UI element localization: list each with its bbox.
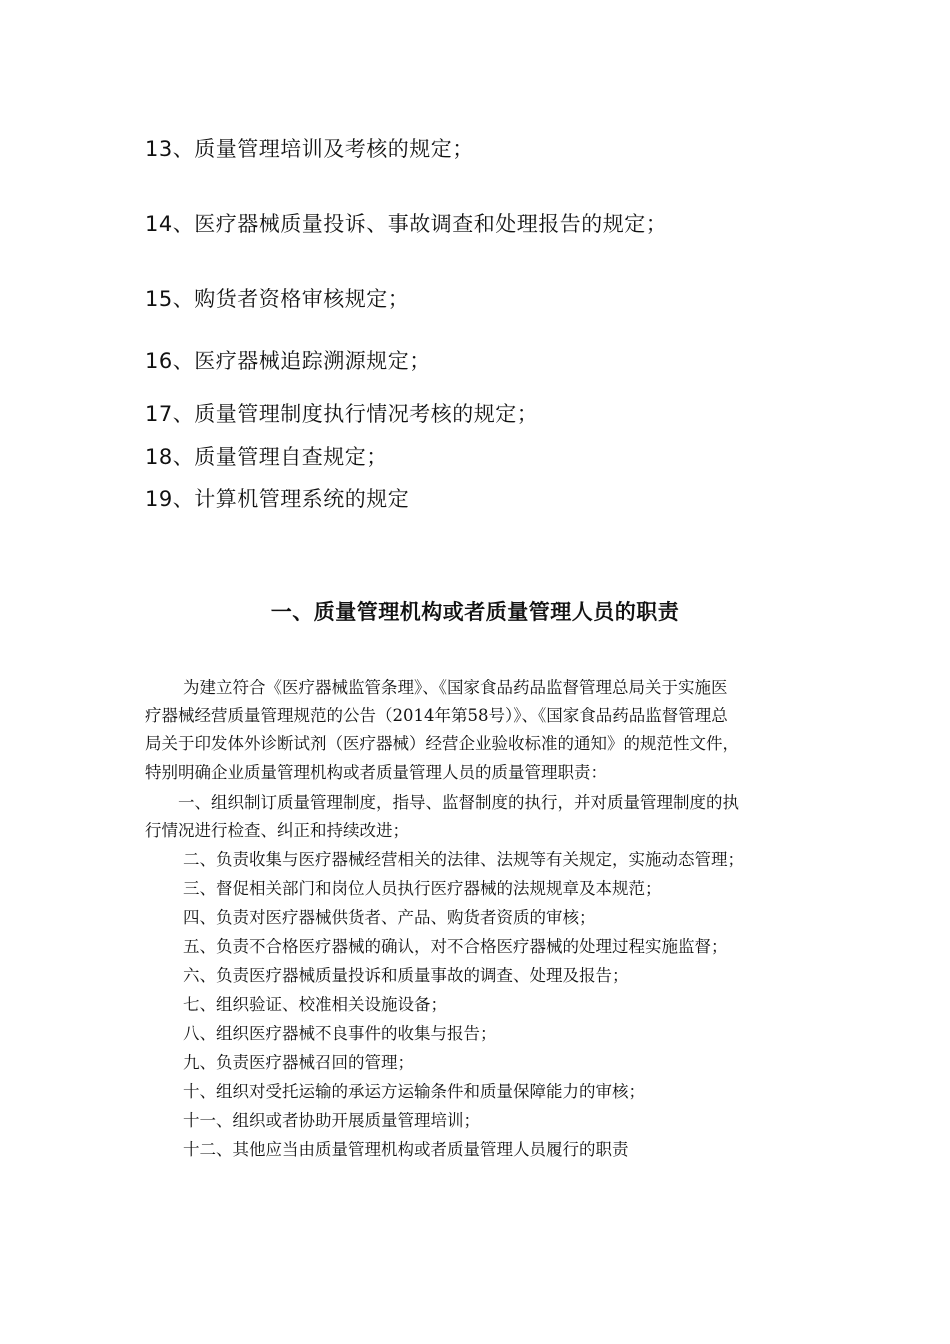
duty-4: 四、负责对医疗器械供货者、产品、购货者资质的审核； <box>183 908 596 927</box>
rule-item-15: 15、购货者资格审核规定； <box>145 287 410 311</box>
intro-line-4: 特别明确企业质量管理机构或者质量管理人员的质量管理职责： <box>145 763 607 782</box>
duty-12: 十二、其他应当由质量管理机构或者质量管理人员履行的职责 <box>183 1140 629 1159</box>
rule-item-19: 19、计算机管理系统的规定 <box>145 487 410 511</box>
rule-item-13: 13、质量管理培训及考核的规定； <box>145 137 474 161</box>
duty-6: 六、负责医疗器械质量投诉和质量事故的调查、处理及报告； <box>183 966 629 985</box>
duty-1-line-1: 一、组织制订质量管理制度，指导、监督制度的执行，并对质量管理制度的执 <box>178 793 739 812</box>
duty-11: 十一、组织或者协助开展质量管理培训； <box>183 1111 480 1130</box>
duty-7: 七、组织验证、校准相关设施设备； <box>183 995 447 1014</box>
duty-8: 八、组织医疗器械不良事件的收集与报告； <box>183 1024 497 1043</box>
intro-line-3: 局关于印发体外诊断试剂（医疗器械）经营企业验收标准的通知》的规范性文件， <box>145 734 739 753</box>
rule-item-17: 17、质量管理制度执行情况考核的规定； <box>145 402 539 426</box>
intro-line-2: 疗器械经营质量管理规范的公告（2014年第58号）》、《国家食品药品监督管理总 <box>145 706 728 725</box>
rule-item-16: 16、医疗器械追踪溯源规定； <box>145 349 431 373</box>
intro-line-1: 为建立符合《医疗器械监管条理》、《国家食品药品监督管理总局关于实施医 <box>183 678 728 697</box>
duty-2: 二、负责收集与医疗器械经营相关的法律、法规等有关规定，实施动态管理； <box>183 850 744 869</box>
section-title: 一、质量管理机构或者质量管理人员的职责 <box>270 600 680 624</box>
duty-5: 五、负责不合格医疗器械的确认，对不合格医疗器械的处理过程实施监督； <box>183 937 728 956</box>
duty-9: 九、负责医疗器械召回的管理； <box>183 1053 414 1072</box>
duty-10: 十、组织对受托运输的承运方运输条件和质量保障能力的审核； <box>183 1082 645 1101</box>
duty-3: 三、督促相关部门和岗位人员执行医疗器械的法规规章及本规范； <box>183 879 662 898</box>
rule-item-18: 18、质量管理自查规定； <box>145 445 388 469</box>
duty-1-line-2: 行情况进行检查、纠正和持续改进； <box>145 821 409 840</box>
rule-item-14: 14、医疗器械质量投诉、事故调查和处理报告的规定； <box>145 212 668 236</box>
